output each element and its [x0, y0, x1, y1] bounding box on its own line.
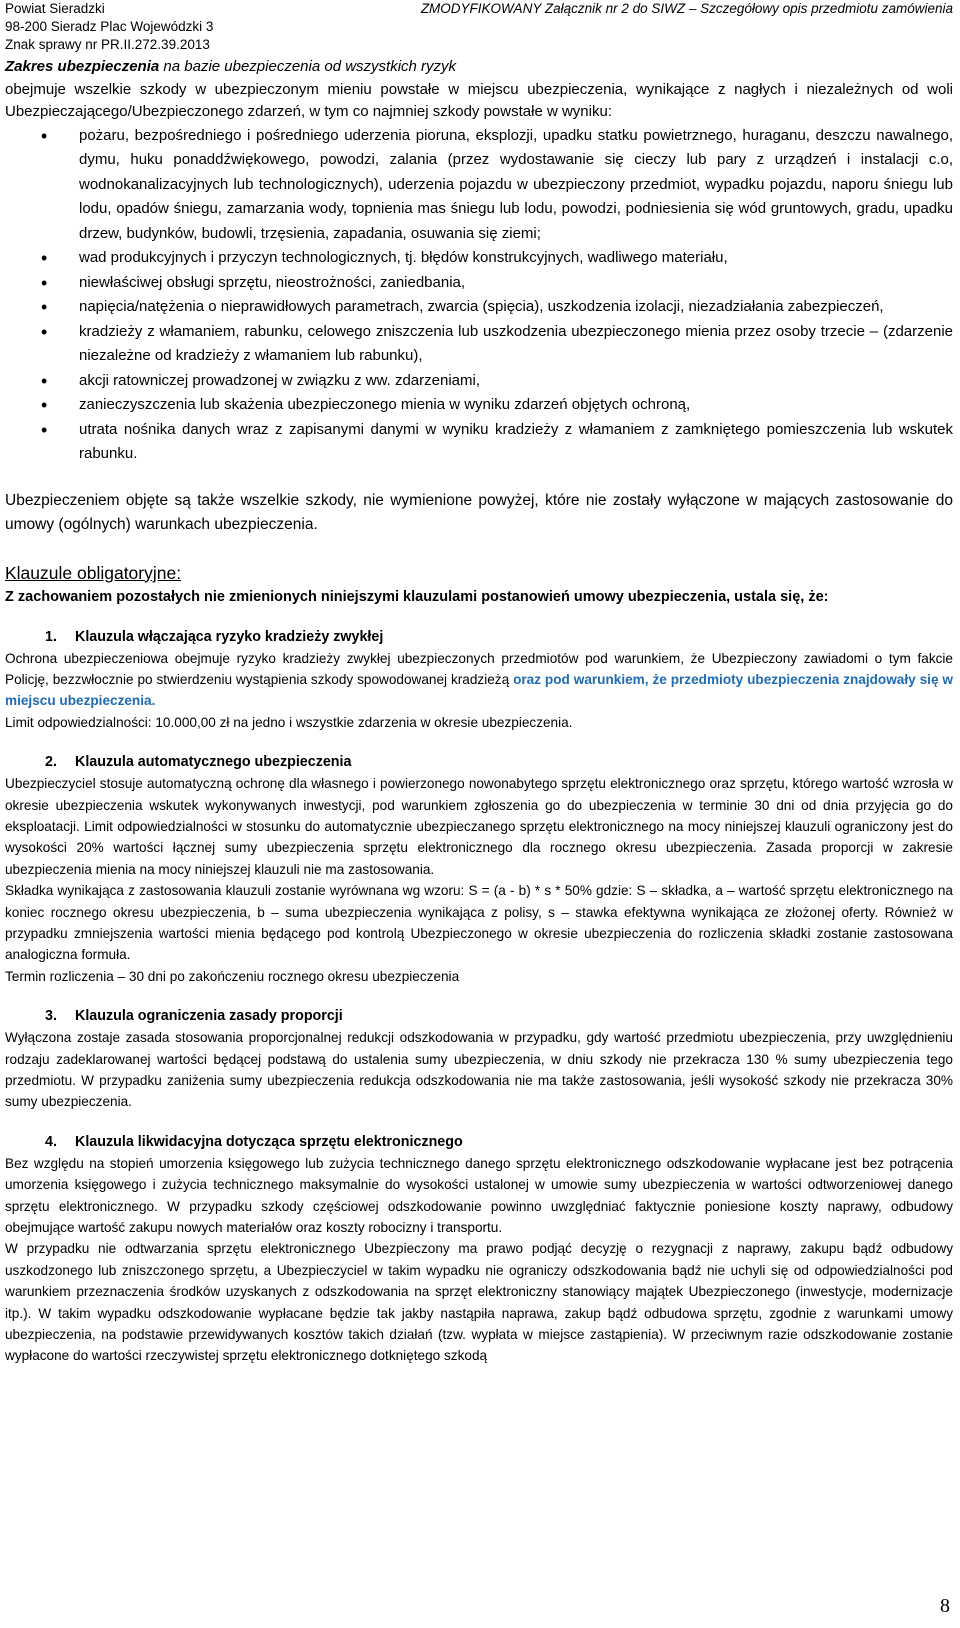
- page-number: 8: [940, 1595, 950, 1617]
- clause-1-limit: Limit odpowiedzialności: 10.000,00 zł na jedno i wszystkie zdarzenia w okresie ubezpieczenia.: [5, 714, 573, 730]
- clause-2-formula: Składka wynikająca z zastosowania klauzuli zostanie wyrównana wg wzoru: S = (a - b) * s * 50% gdzie: S – składka, a – wartość sprzętu elektronicznego na koniec rocznego okresu ubezpieczenia, b – suma ubezpieczenia wynikająca z polisy, s – stawka efektywna wynikająca ze złożonej oferty. Również w przypadku zmniejszenia wartości mienia będącego pod kontrolą Ubezpieczonego w okresie ubezpieczenia do rozliczenia składki zostanie zastosowana analogiczna formuła.: [5, 883, 953, 963]
- list-item: • pożaru, bezpośredniego i pośredniego uderzenia pioruna, eksplozji, upadku statku powietrznego, huraganu, deszczu nawalnego, dymu, huku ponaddźwiękowego, powodzi, zalania (przez wydostawanie się cieczy lub pary z urządzeń i instalacji c.o, wodnokanalizacyjnych lub technologicznych), uderzenia pojazdu w ubezpieczony przedmiot, wypadku pojazdu, naporu śniegu lub lodu, opadów śniegu, zamarzania wody, topnienia mas śniegu lub lodu, powodzi, podniesienia się wód gruntowych, gradu, upadku drzew, budynków, budowli, trzęsienia, zapadania, osuwania się ziemi;: [5, 124, 953, 247]
- scope-section: [5, 56, 953, 467]
- header-issuer: [5, 0, 213, 54]
- clause-4-title: 4. Klauzula likwidacyjna dotycząca sprzętu elektronicznego: [45, 1133, 463, 1150]
- clause-4: [5, 1131, 953, 1367]
- scope-bullet-list: [5, 124, 953, 467]
- header-case-number: Znak sprawy nr PR.II.272.39.2013: [5, 37, 210, 52]
- list-item: • niewłaściwej obsługi sprzętu, nieostrożności, zaniedbania,: [5, 271, 953, 296]
- clause-3: [5, 1005, 953, 1113]
- clause-4-paragraph: Bez względu na stopień umorzenia księgowego lub zużycia technicznego danego sprzętu elektronicznego odszkodowanie wypłacane jest bez potrącenia umorzenia księgowego i zużycia technicznego maksymalnie do wysokości ustalonej w umowie sumy ubezpieczenia w wartości odtworzeniowej danego sprzętu elektronicznego. W przypadku szkody częściowej odszkodowanie powinno uwzględniać faktycznie poniesione koszty naprawy, odbudowy obejmujące wartość zakupu nowych materiałów oraz koszty robocizny i transportu.: [5, 1155, 953, 1236]
- list-item: • akcji ratowniczej prowadzonej w związku z ww. zdarzeniami,: [5, 369, 953, 394]
- clause-2: [5, 751, 953, 987]
- header-attachment-title: ZMODYFIKOWANY Załącznik nr 2 do SIWZ – Szczegółowy opis przedmiotu zamówienia: [420, 1, 953, 16]
- clause-4-paragraph: W przypadku nie odtwarzania sprzętu elektronicznego Ubezpieczony ma prawo podjąć decyzję o rezygnacji z naprawy, zakupu bądź odbudowy uszkodzonego lub zniszczonego sprzętu, a Ubezpieczyciel w takim wypadku nie ograniczy odszkodowania bądź nie uchyli się od odpowiedzialności pod warunkiem przeznaczenia środków uzyskanych z odszkodowania na sprzęt elektroniczny stanowiący majątek Ubezpieczonego (inwestycje, modernizacje itp.). W takim wypadku odszkodowanie wypłacane będzie tak jakby nastąpiła naprawa, zakup bądź odbudowa sprzętu, zgodnie z warunkami umowy ubezpieczenia, na podstawie przewidywanych kosztów takich działań (tzw. wypłata w miejsce zastąpienia). W przeciwnym razie odszkodowanie zostanie wypłacone do wartości rzeczywistej sprzętu elektronicznego dotkniętego szkodą: [5, 1241, 953, 1364]
- clauses-intro: Z zachowaniem pozostałych nie zmienionych niniejszymi klauzulami postanowień umowy ubezpieczenia, ustala się, że:: [5, 588, 829, 605]
- list-item: • napięcia/natężenia o nieprawidłowych parametrach, zwarcia (spięcia), uszkodzenia izolacji, niezadziałania zabezpieczeń,: [5, 295, 953, 320]
- list-item: • zanieczyszczenia lub skażenia ubezpieczonego mienia w wyniku zdarzeń objętych ochroną,: [5, 393, 953, 418]
- clauses-heading: Klauzule obligatoryjne:: [5, 562, 182, 583]
- list-item: • wad produkcyjnych i przyczyn technologicznych, tj. błędów konstrukcyjnych, wadliwego materiału,: [5, 246, 953, 271]
- scope-title: Zakres ubezpieczenia: [5, 58, 160, 75]
- clause-1: [5, 626, 953, 734]
- scope-title-suffix: na bazie ubezpieczenia od wszystkich ryzyk: [159, 58, 457, 75]
- scope-heading: [5, 56, 953, 79]
- clause-1-text: Ochrona ubezpieczeniowa obejmuje ryzyko kradzieży zwykłej ubezpieczonych przedmiotów pod warunkiem, że Ubezpieczony zawiadomi o tym fakcie Policję, bezzwłocznie po stwierdzeniu wystąpienia szkody spowodowanej kradzieżą oraz pod warunkiem, że przedmioty ubezpieczenia znajdowały się w miejscu ubezpieczenia.: [5, 650, 953, 709]
- list-item: • kradzieży z włamaniem, rabunku, celowego zniszczenia lub uszkodzenia ubezpieczonego mienia przez osoby trzecie – (zdarzenie niezależne od kradzieży z włamaniem lub rabunku),: [5, 320, 953, 369]
- header-issuer-address: 98-200 Sieradz Plac Wojewódzki 3: [5, 19, 214, 34]
- clause-3-title: 3. Klauzula ograniczenia zasady proporcji: [45, 1008, 343, 1025]
- header-issuer-name: Powiat Sieradzki: [5, 1, 105, 16]
- clause-1-highlight: oraz pod warunkiem, że przedmioty ubezpieczenia znajdowały się w miejscu ubezpieczenia.: [5, 671, 953, 709]
- clause-2-paragraph: Ubezpieczyciel stosuje automatyczną ochronę dla własnego i powierzonego nowonabytego sprzętu elektronicznego oraz sprzętu, którego wartość wzrosła w okresie ubezpieczenia wskutek wykonywanych inwestycji, pod warunkiem zgłoszenia go do ubezpieczenia w terminie 30 dni od dnia przyjęcia go do eksploatacji. Limit odpowiedzialności w stosunku do automatycznie ubezpieczanego sprzętu elektronicznego na mocy niniejszej klauzuli ograniczony jest do wysokości 20% wartości łącznej sumy ubezpieczenia sprzętu elektronicznego dla rocznego okresu ubezpieczenia. Zasada proporcji w zakresie ubezpieczenia mienia na mocy niniejszej klauzuli nie ma zastosowania.: [5, 776, 953, 877]
- clause-3-text: Wyłączona zostaje zasada stosowania proporcjonalnej redukcji odszkodowania w przypadku, gdy wartość przedmiotu ubezpieczenia, przy uwzględnieniu rodzaju zadeklarowanej wartości będącej podstawą do ustalenia sumy ubezpieczenia, w dniu szkody nie przekracza 130 % sumy ubezpieczenia tego przedmiotu. W przypadku zaniżenia sumy ubezpieczenia redukcja odszkodowania nie ma także zastosowania, jeśli wysokość szkody nie przekracza 30% sumy ubezpieczenia.: [5, 1030, 953, 1110]
- clause-2-term: Termin rozliczenia – 30 dni po zakończeniu rocznego okresu ubezpieczenia: [5, 968, 460, 984]
- also-covered-paragraph: Ubezpieczeniem objęte są także wszelkie szkody, nie wymienione powyżej, które nie zostały wyłączone w mających zastosowanie do umowy (ogólnych) warunkach ubezpieczenia.: [5, 491, 953, 533]
- list-item: • utrata nośnika danych wraz z zapisanymi danymi w wyniku kradzieży z włamaniem z zamkniętego pomieszczenia lub wskutek rabunku.: [5, 418, 953, 467]
- page-header: [5, 0, 953, 56]
- document-page: [5, 0, 953, 1367]
- clause-2-title: 2. Klauzula automatycznego ubezpieczenia: [45, 754, 352, 771]
- scope-intro: obejmuje wszelkie szkody w ubezpieczonym mieniu powstałe w miejscu ubezpieczenia, wynikające z nagłych i niezależnych od woli Ubezpieczającego/Ubezpieczonego zdarzeń, w tym co najmniej szkody powstałe w wyniku:: [5, 80, 953, 120]
- clause-1-title: 1. Klauzula włączająca ryzyko kradzieży zwykłej: [45, 628, 384, 645]
